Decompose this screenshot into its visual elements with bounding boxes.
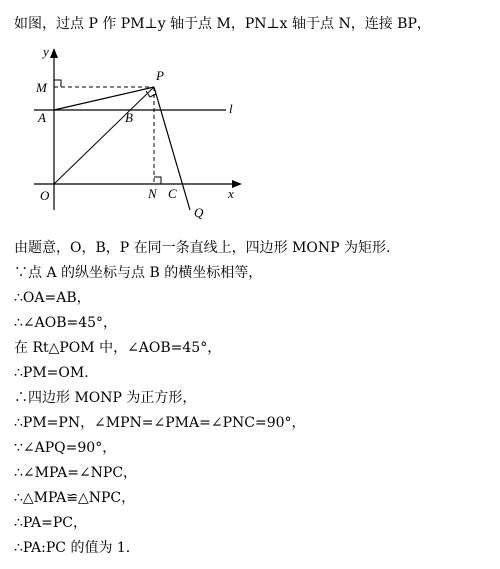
solution-line: ∴PM=OM. xyxy=(14,365,89,381)
label-m: M xyxy=(36,80,47,95)
label-c: C xyxy=(168,186,177,201)
label-p: P xyxy=(156,68,164,83)
solution-line: ∵∠APQ=90°， xyxy=(14,440,117,456)
label-l: l xyxy=(229,101,233,116)
solution-line: ∴△MPA≌△NPC， xyxy=(14,490,136,506)
solution-line: ∴PA:PC 的值为 1. xyxy=(14,540,131,556)
label-y: y xyxy=(43,44,49,59)
intro-text: 如图，过点 P 作 PM⊥y 轴于点 M，PN⊥x 轴于点 N，连接 BP， xyxy=(14,16,431,32)
y-axis-arrow xyxy=(50,48,58,58)
right-angle-m xyxy=(54,80,61,87)
solution-line: ∴OA=AB， xyxy=(14,290,91,306)
label-x: x xyxy=(228,186,234,201)
solution-line: 由题意，O，B，P 在同一条直线上，四边形 MONP 为矩形. xyxy=(14,240,391,256)
solution-line: ∴PA=PC， xyxy=(14,515,88,531)
label-a: A xyxy=(38,110,46,125)
solution-line: ∵点 A 的纵坐标与点 B 的横坐标相等， xyxy=(14,265,263,281)
solution-line: ∴∠AOB=45°， xyxy=(14,315,118,331)
solution-line: ∴PM=PN，∠MPN=∠PMA=∠PNC=90°， xyxy=(14,415,306,431)
right-angle-n xyxy=(154,177,161,184)
label-o: O xyxy=(40,188,50,203)
segment-op xyxy=(54,87,154,184)
segment-ap xyxy=(54,87,154,110)
solution-line: ∴∠MPA=∠NPC， xyxy=(14,465,138,481)
solution-line: ∴四边形 MONP 为正方形， xyxy=(14,390,197,406)
label-q: Q xyxy=(194,205,204,220)
solution-line: 在 Rt△POM 中，∠AOB=45°， xyxy=(14,340,222,356)
label-b: B xyxy=(125,110,133,125)
label-n: N xyxy=(148,186,157,201)
geometry-figure xyxy=(14,40,244,225)
